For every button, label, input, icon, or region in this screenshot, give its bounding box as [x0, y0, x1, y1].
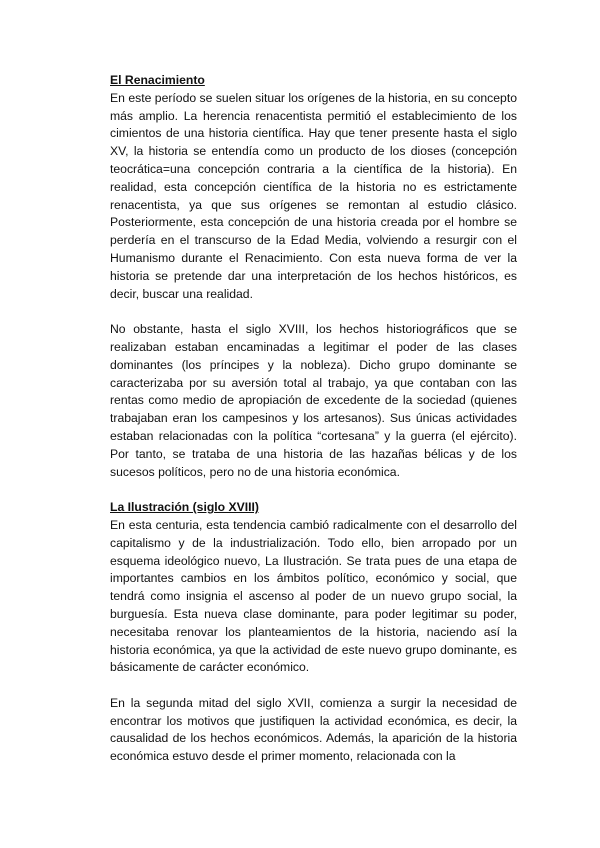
paragraph: En esta centuria, esta tendencia cambió radicalmente con el desarrollo del capitalismo y de la industrialización. Todo ello, bien arropado por un esquema ideológico nuevo, La Ilustración. Se trata pues de una etapa de importantes cambios en los ámbitos político, económico y social, que tendrá como insignia el ascenso al poder de un nuevo grupo social, la burguesía. Esta nueva clase dominante, para poder legitimar su poder, necesitaba renovar los planteamientos de la historia, naciendo así la historia económica, ya que la actividad de este nuevo grupo dominante, es básicamente de carácter económico. — [110, 517, 517, 675]
section-title: La Ilustración (siglo XVIII) — [110, 500, 259, 515]
section-renacimiento — [110, 72, 517, 481]
section-spacer — [110, 481, 517, 499]
paragraph-spacer — [110, 303, 517, 321]
paragraph: No obstante, hasta el siglo XVIII, los hechos historiográficos que se realizaban estaban encaminadas a legitimar el poder de las clases dominantes (los príncipes y la nobleza). Dicho grupo dominante se caracterizaba por su aversión total al trabajo, ya que contaban con las rentas como medio de apropiación de excedente de la sociedad (quienes trabajaban eran los campesinos y los artesanos). Sus únicas actividades estaban relacionadas con la política “cortesana” y la guerra (el ejército). Por tanto, se trataba de una historia de las hazañas bélicas y de los sucesos políticos, pero no de una historia económica. — [110, 322, 517, 479]
paragraph-spacer — [110, 677, 517, 695]
section-title: El Renacimiento — [110, 73, 205, 87]
section-ilustracion — [110, 499, 517, 766]
paragraph: En la segunda mitad del siglo XVII, comienza a surgir la necesidad de encontrar los motivos que justifiquen la actividad económica, es decir, la causalidad de los hechos económicos. Además, la aparición de la historia económica estuvo desde el primer momento, relacionada con la — [110, 695, 517, 764]
paragraph: En este período se suelen situar los orígenes de la historia, en su concepto más amplio. La herencia renacentista permitió el establecimiento de los cimientos de una historia científica. Hay que tener presente hasta el siglo XV, la historia se entendía como un producto de los dioses (concepción teocrática=una concepción contraria a la científica de la historia). En realidad, esta concepción científica de la historia no es estrictamente renacentista, ya que sus orígenes se remontan al estudio clásico. Posteriormente, esta concepción de una historia creada por el hombre se perdería en el transcurso de la Edad Media, volviendo a resurgir con el Humanismo durante el Renacimiento. Con esta nueva forma de ver la historia se pretende dar una interpretación de los hechos históricos, es decir, buscar una realidad. — [110, 90, 517, 301]
